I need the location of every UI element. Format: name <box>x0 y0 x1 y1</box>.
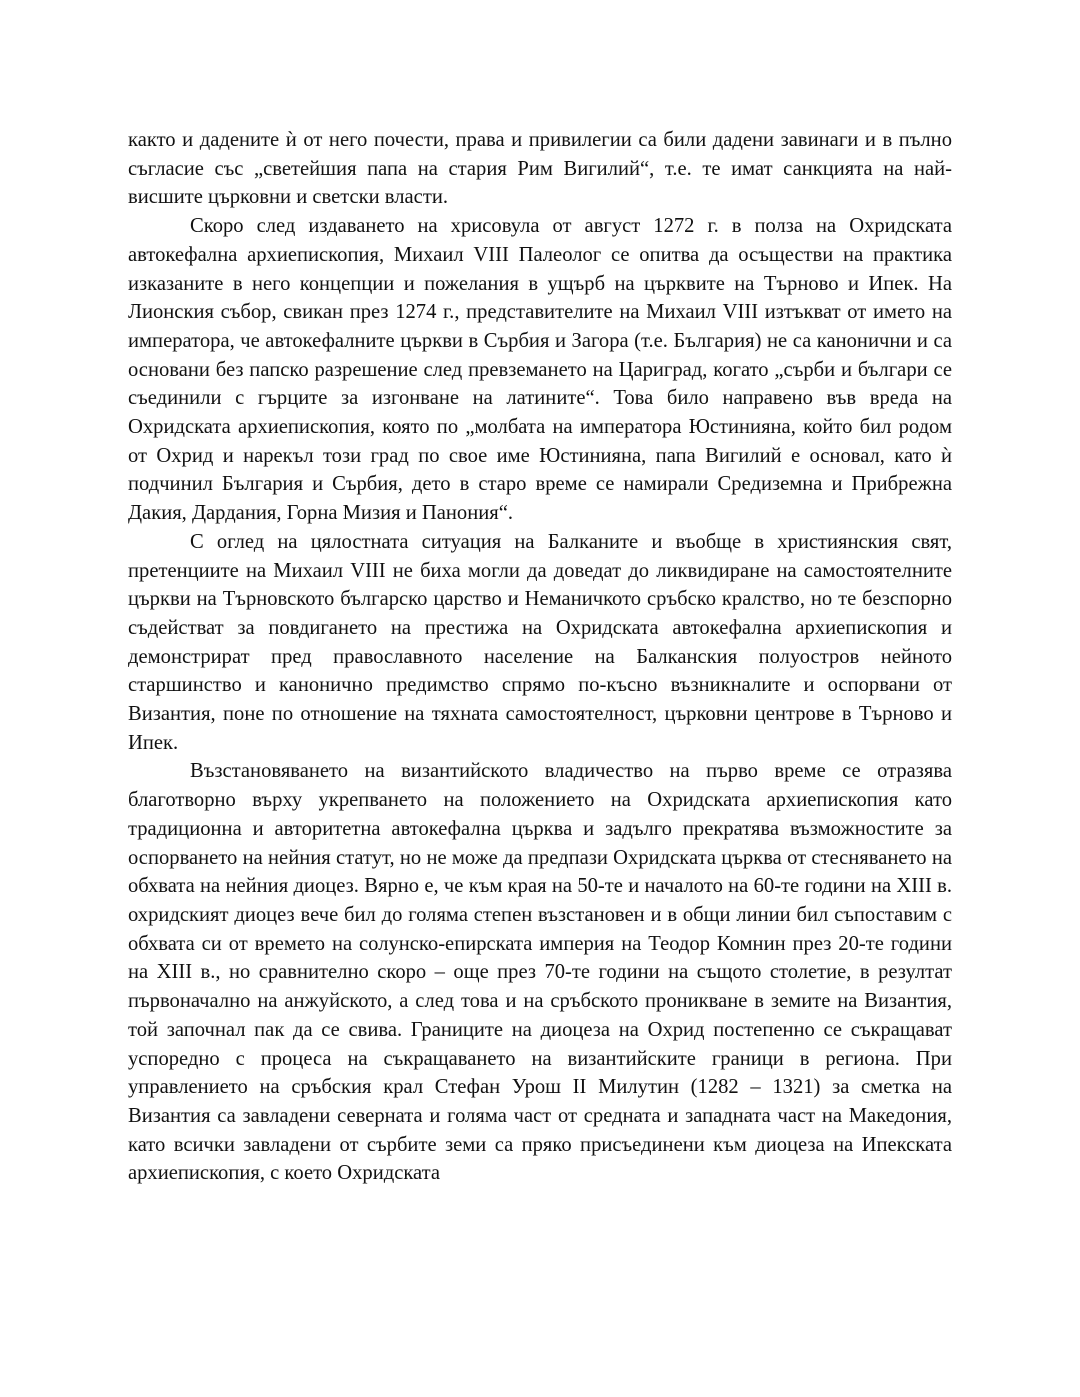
paragraph-lyon-council: Скоро след издаването на хрисовула от август 1272 г. в полза на Охридската автокефална архиепископия, Михаил VIII Палеолог се опитва да осъществи на практика изказаните в него концепции и пожелания в ущърб на църквите на Търново и Ипек. На Лионския събор, свикан през 1274 г., представителите на Михаил VIII изтъкват от името на императора, че автокефалните църкви в Сърбия и Загора (т.е. България) не са канонични и са основани без папско разрешение след превземането на Цариград, когато „сърби и българи се съединили с гърците за изгонване на латините“. Това било направено във вреда на Охридската архиепископия, която по „молбата на императора Юстинияна, който бил родом от Охрид и нарекъл този град по свое име Юстинияна, папа Вигилий е основал, като ѝ подчинил България и Сърбия, дето в старо време се намирали Средиземна и Прибрежна Дакия, Дардания, Горна Мизия и Панония“. <box>128 215 952 525</box>
document-page <box>128 126 952 1188</box>
paragraph-balkan-situation: С оглед на цялостната ситуация на Балканите и въобще в християнския свят, претенциите на Михаил VIII не биха могли да доведат до ликвидиране на самостоятелните църкви на Търновското българско царство и Неманичкото сръбско кралство, но те безспорно съдействат за повдигането на престижа на Охридската автокефална архиепископия и демонстрират пред православното население на Балканския полуостров нейното старшинство и канонично предимство спрямо по-късно възникналите и оспорвани от Византия, поне по отношение на тяхната самостоятелност, църковни центрове в Търново и Ипек. <box>128 530 952 754</box>
paragraph-continuation: както и дадените ѝ от него почести, права и привилегии са били дадени завинаги и в пълно съгласие със „светейшия папа на стария Рим Вигилий“, т.е. те имат санкцията на най-висшите църковни и светски власти. <box>128 129 952 209</box>
paragraph-byzantine-restoration: Възстановяването на византийското владичество на първо време се отразява благотворно върху укрепването на положението на Охридската архиепископия като традиционна и авторитетна автокефална църква и задълго прекратява възможностите за оспорването на нейния статут, но не може да предпази Охридската църква от стесняването на обхвата на нейния диоцез. Вярно е, че към края на 50-те и началото на 60-те години на XIII в. охридският диоцез вече бил до голяма степен възстановен и в общи линии бил съпоставим с обхвата си от времето на солунско-епирската империя на Теодор Комнин през 20-те години на XIII в., но сравнително скоро – още през 70-те години на същото столетие, в резултат първоначално на анжуйското, а след това и на сръбското проникване в земите на Византия, той започнал пак да се свива. Границите на диоцеза на Охрид постепенно се съкращават успоредно с процеса на съкращаването на византийските граници в региона. При управлението на сръбския крал Стефан Урош II Милутин (1282 – 1321) за сметка на Византия са завладени северната и голяма част от средната и западната част на Македония, като всички завладени от сърбите земи са пряко присъединени към диоцеза на Ипекската архиепископия, с което Охридската <box>128 760 952 1185</box>
